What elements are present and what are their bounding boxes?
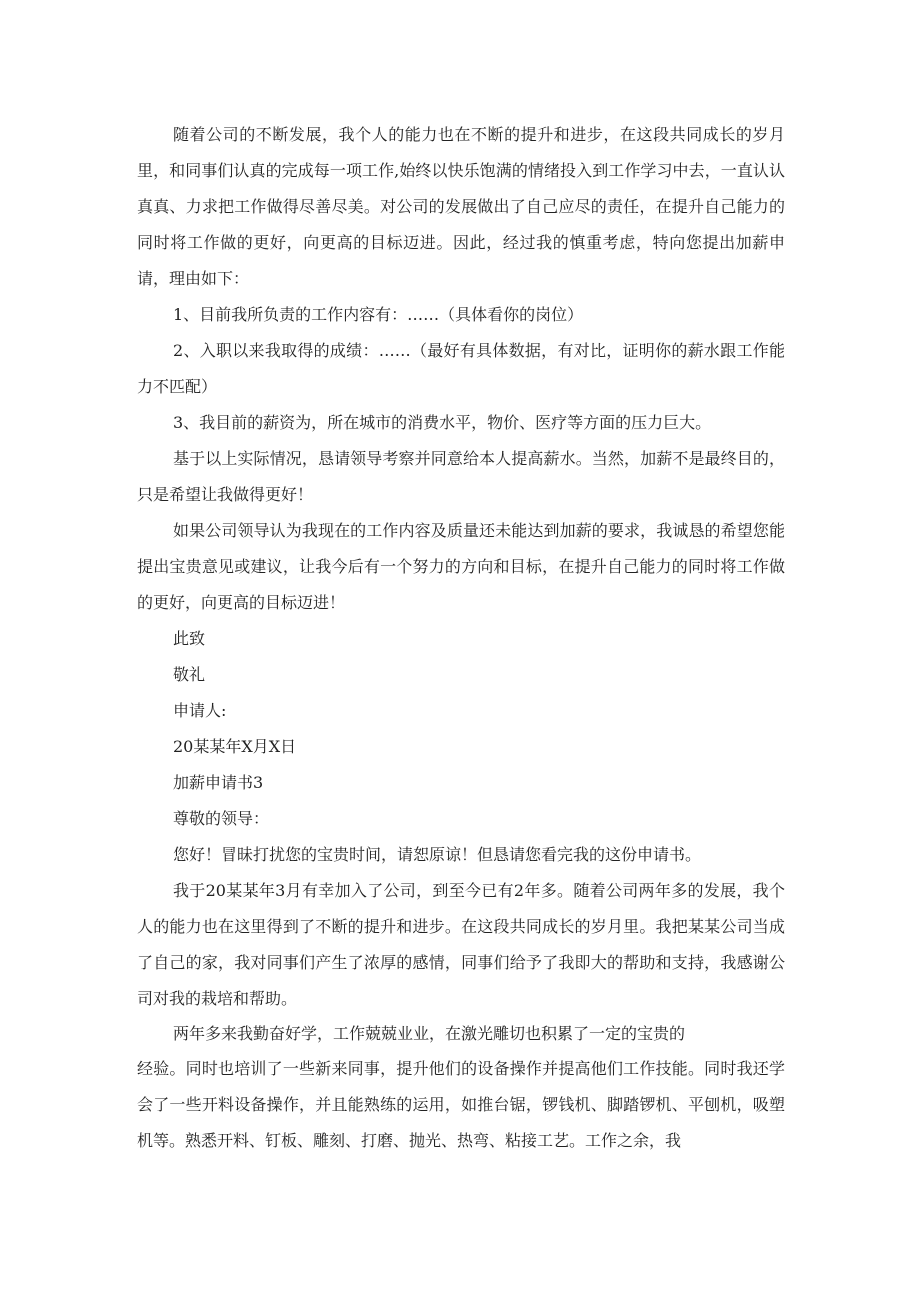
reason-item-1: 1、目前我所负责的工作内容有：……（具体看你的岗位） xyxy=(173,305,584,324)
closing-line-1: 此致 xyxy=(173,629,206,648)
applicant-label: 申请人: xyxy=(173,701,227,720)
reason-item-2: 2、入职以来我取得的成绩：……（最好有具体数据，有对比，证明你的薪水跟工作能力不匹配） xyxy=(137,341,785,396)
paragraph-skills-first-line: 两年多来我勤奋好学，工作兢兢业业，在激光雕切也积累了一定的宝贵的 xyxy=(173,1024,686,1043)
date-line: 20某某年X月X日 xyxy=(173,737,297,756)
paragraph-intro: 随着公司的不断发展，我个人的能力也在不断的提升和进步，在这段共同成长的岁月里，和同事们认真的完成每一项工作,始终以快乐饱满的情绪投入到工作学习中去，一直认认真真、力求把工作做得尽善尽美。对公司的发展做出了自己应尽的责任，在提升自己能力的同时将工作做的更好，向更高的目标迈进。因此，经过我的慎重考虑，特向您提出加薪申请，理由如下： xyxy=(137,125,785,288)
section-heading: 加薪申请书3 xyxy=(173,773,264,792)
salutation: 尊敬的领导： xyxy=(173,809,270,828)
document-page xyxy=(137,117,785,1159)
paragraph-request: 基于以上实际情况，恳请领导考察并同意给本人提高薪水。当然，加薪不是最终目的，只是希望让我做得更好！ xyxy=(137,449,785,504)
paragraph-feedback: 如果公司领导认为我现在的工作内容及质量还未能达到加薪的要求，我诚恳的希望您能提出宝贵意见或建议，让我今后有一个努力的方向和目标，在提升自己能力的同时将工作做的更好，向更高的目标迈进！ xyxy=(137,521,785,612)
reason-item-3: 3、我目前的薪资为，所在城市的消费水平，物价、医疗等方面的压力巨大。 xyxy=(173,413,712,432)
paragraph-skills-rest: 经验。同时也培训了一些新来同事，提升他们的设备操作并提高他们工作技能。同时我还学会了一些开料设备操作，并且能熟练的运用，如推台锯，锣钱机、脚踏锣机、平刨机，吸塑机等。熟悉开料、钉板、雕刻、打磨、抛光、热弯、粘接工艺。工作之余，我 xyxy=(137,1059,785,1150)
closing-line-2: 敬礼 xyxy=(173,665,206,684)
greeting: 您好！冒昧打扰您的宝贵时间，请恕原谅！但恳请您看完我的这份申请书。 xyxy=(173,845,702,864)
paragraph-experience: 我于20某某年3月有幸加入了公司，到至今已有2年多。随着公司两年多的发展，我个人的能力也在这里得到了不断的提升和进步。在这段共同成长的岁月里。我把某某公司当成了自己的家，我对同事们产生了浓厚的感情，同事们给予了我即大的帮助和支持，我感谢公司对我的栽培和帮助。 xyxy=(137,881,785,1008)
